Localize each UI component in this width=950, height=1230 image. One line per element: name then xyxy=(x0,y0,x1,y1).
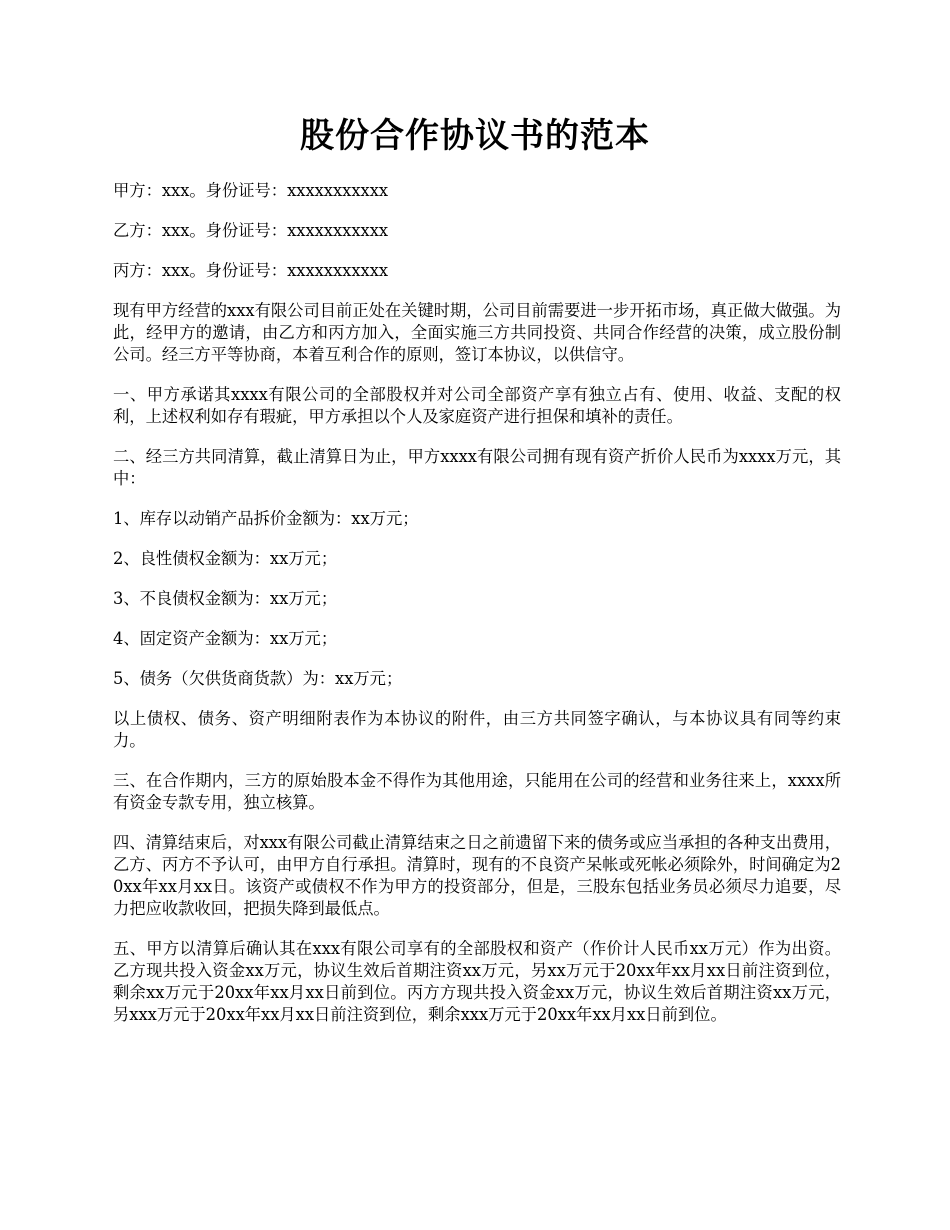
clause-one: 一、甲方承诺其xxxx有限公司的全部股权并对公司全部资产享有独立占有、使用、收益、支配的权利，上述权利如存有瑕疵，甲方承担以个人及家庭资产进行担保和填补的责任。 xyxy=(113,385,841,426)
clause-two: 二、经三方共同清算，截止清算日为止，甲方xxxx有限公司拥有现有资产折价人民币为xxxx万元，其中： xyxy=(113,447,841,488)
party-b-line: 乙方：xxx。身份证号：xxxxxxxxxxx xyxy=(113,221,389,240)
party-c-line: 丙方：xxx。身份证号：xxxxxxxxxxx xyxy=(113,261,389,280)
asset-item-4: 4、固定资产金额为：xx万元； xyxy=(113,629,338,648)
clause-three: 三、在合作期内，三方的原始股本金不得作为其他用途，只能用在公司的经营和业务往来上，xxxx所有资金专款专用，独立核算。 xyxy=(113,771,841,812)
party-a-line: 甲方：xxx。身份证号：xxxxxxxxxxx xyxy=(113,181,389,200)
asset-item-3: 3、不良债权金额为：xx万元； xyxy=(113,589,338,608)
page-title: 股份合作协议书的范本 xyxy=(300,116,650,156)
clause-five: 五、甲方以清算后确认其在xxx有限公司享有的全部股权和资产（作价计人民币xx万元）作为出资。乙方现共投入资金xx万元，协议生效后首期注资xx万元，另xx万元于20xx年xx月xx日前注资到位，剩余xx万元于20xx年xx月xx日前到位。丙方方现共投入资金xx万元，协议生效后首期注资xx万元，另xxx万元于20xx年xx月xx日前注资到位，剩余xxx万元于20xx年xx月xx日前到位。 xyxy=(113,939,841,1024)
document-body xyxy=(113,180,841,1044)
attachment-note: 以上债权、债务、资产明细附表作为本协议的附件，由三方共同签字确认，与本协议具有同等约束力。 xyxy=(113,709,841,750)
intro-paragraph: 现有甲方经营的xxx有限公司目前正处在关键时期，公司目前需要进一步开拓市场，真正做大做强。为此，经甲方的邀请，由乙方和丙方加入，全面实施三方共同投资、共同合作经营的决策，成立股份制公司。经三方平等协商，本着互利合作的原则，签订本协议，以供信守。 xyxy=(113,301,841,364)
clause-four: 四、清算结束后，对xxx有限公司截止清算结束之日之前遗留下来的债务或应当承担的各种支出费用，乙方、丙方不予认可，由甲方自行承担。清算时，现有的不良资产呆帐或死帐必须除外，时间确定为20xx年xx月xx日。该资产或债权不作为甲方的投资部分，但是，三股东包括业务员必须尽力追要，尽力把应收款收回，把损失降到最低点。 xyxy=(113,833,841,918)
asset-item-5: 5、债务（欠供货商货款）为：xx万元； xyxy=(113,669,403,688)
asset-item-1: 1、库存以动销产品拆价金额为：xx万元； xyxy=(113,509,419,528)
asset-item-2: 2、良性债权金额为：xx万元； xyxy=(113,549,338,568)
